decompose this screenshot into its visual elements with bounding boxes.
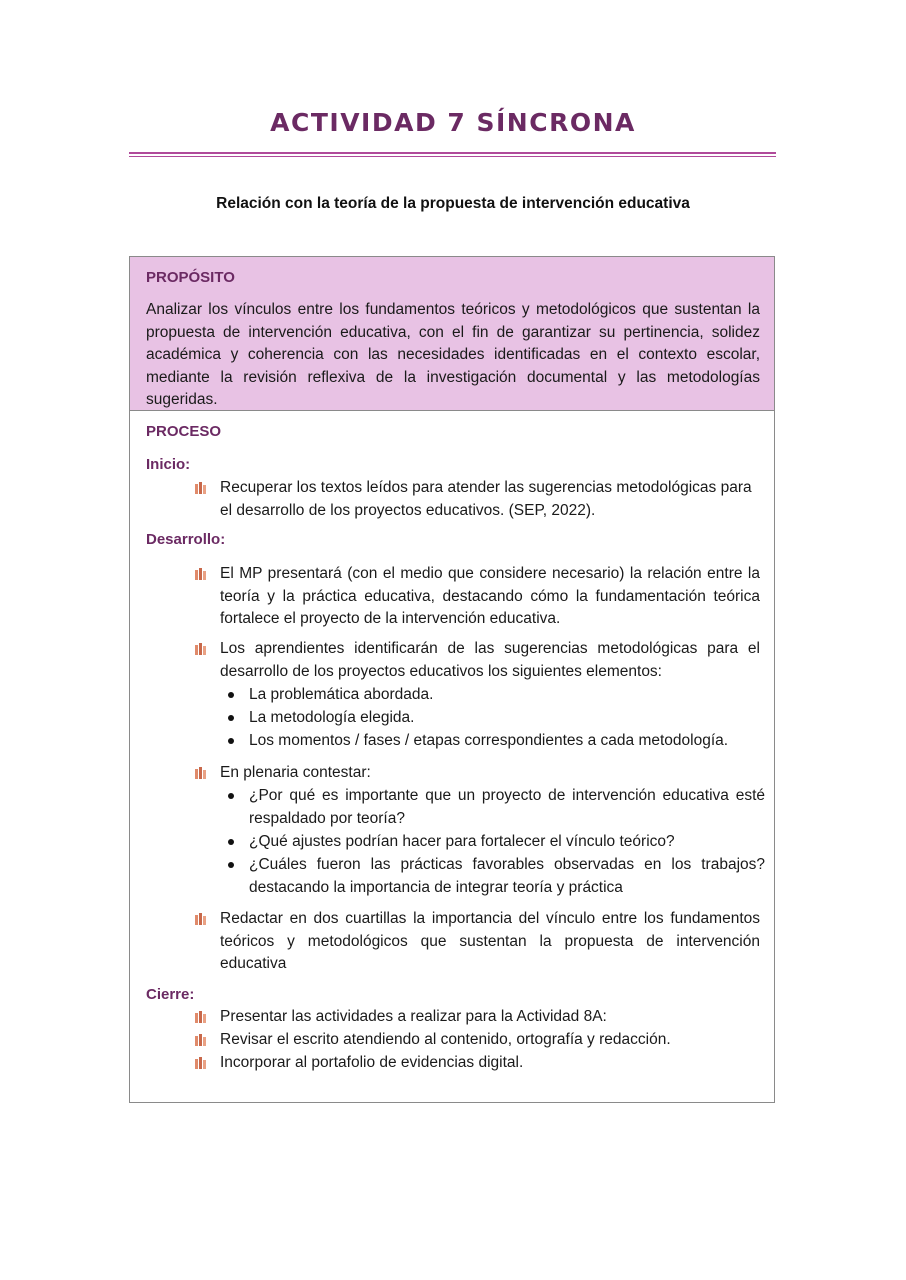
- inicio-label: Inicio:: [146, 456, 191, 473]
- title-rule: [129, 152, 776, 154]
- desarrollo-item-2-bullet-2: La metodología elegida.: [249, 709, 415, 726]
- title-rule-thin: [129, 156, 776, 157]
- cierre-item-3: Incorporar al portafolio de evidencias digital.: [220, 1054, 524, 1071]
- document-subtitle: Relación con la teoría de la propuesta de intervención educativa: [216, 195, 690, 212]
- book-stack-icon: [194, 766, 208, 780]
- desarrollo-item-2: Los aprendientes identificarán de las sugerencias metodológicas para el desarrollo de los proyectos educativos los siguientes elementos:: [220, 640, 760, 680]
- desarrollo-item-4: Redactar en dos cuartillas la importancia del vínculo entre los fundamentos teóricos y metodológicos que sustentan la propuesta de intervención educativa: [220, 910, 760, 972]
- purpose-section: [130, 257, 774, 411]
- bullet-dot: [228, 793, 234, 799]
- book-stack-icon: [194, 567, 208, 581]
- desarrollo-label: Desarrollo:: [146, 531, 226, 548]
- process-heading: PROCESO: [146, 423, 222, 440]
- cierre-item-2: Revisar el escrito atendiendo al contenido, ortografía y redacción.: [220, 1031, 671, 1048]
- desarrollo-item-3-bullet-3: ¿Cuáles fueron las prácticas favorables observadas en los trabajos? destacando la importancia de integrar teoría y práctica: [249, 856, 765, 896]
- book-stack-icon: [194, 642, 208, 656]
- bullet-dot: [228, 692, 234, 698]
- bullet-dot: [228, 862, 234, 868]
- book-stack-icon: [194, 481, 208, 495]
- document-title: ACTIVIDAD 7 SÍNCRONA: [270, 108, 636, 137]
- purpose-heading: PROPÓSITO: [146, 269, 235, 286]
- cierre-label: Cierre:: [146, 986, 195, 1003]
- book-stack-icon: [194, 1010, 208, 1024]
- book-stack-icon: [194, 1033, 208, 1047]
- cierre-item-1: Presentar las actividades a realizar para la Actividad 8A:: [220, 1008, 607, 1025]
- inicio-item-1: Recuperar los textos leídos para atender las sugerencias metodológicas para el desarrollo de los proyectos educativos. (SEP, 2022).: [220, 479, 752, 519]
- desarrollo-item-2-bullet-1: La problemática abordada.: [249, 686, 434, 703]
- desarrollo-item-3-bullet-2: ¿Qué ajustes podrían hacer para fortalecer el vínculo teórico?: [249, 833, 675, 850]
- bullet-dot: [228, 839, 234, 845]
- activity-box: [129, 256, 775, 1103]
- bullet-dot: [228, 738, 234, 744]
- book-stack-icon: [194, 912, 208, 926]
- desarrollo-item-3-bullet-1: ¿Por qué es importante que un proyecto de intervención educativa esté respaldado por teoría?: [249, 787, 765, 827]
- desarrollo-item-3: En plenaria contestar:: [220, 764, 371, 781]
- desarrollo-item-1: El MP presentará (con el medio que considere necesario) la relación entre la teoría y la práctica educativa, destacando cómo la fundamentación teórica fortalece el proyecto de la intervención educativa.: [220, 565, 760, 627]
- purpose-text: Analizar los vínculos entre los fundamentos teóricos y metodológicos que sustentan la propuesta de intervención educativa, con el fin de garantizar su pertinencia, solidez académica y coherencia con las necesidades identificadas en el contexto escolar, mediante la revisión reflexiva de la investigación documental y las metodologías sugeridas.: [146, 301, 760, 408]
- bullet-dot: [228, 715, 234, 721]
- desarrollo-item-2-bullet-3: Los momentos / fases / etapas correspondientes a cada metodología.: [249, 732, 729, 749]
- book-stack-icon: [194, 1056, 208, 1070]
